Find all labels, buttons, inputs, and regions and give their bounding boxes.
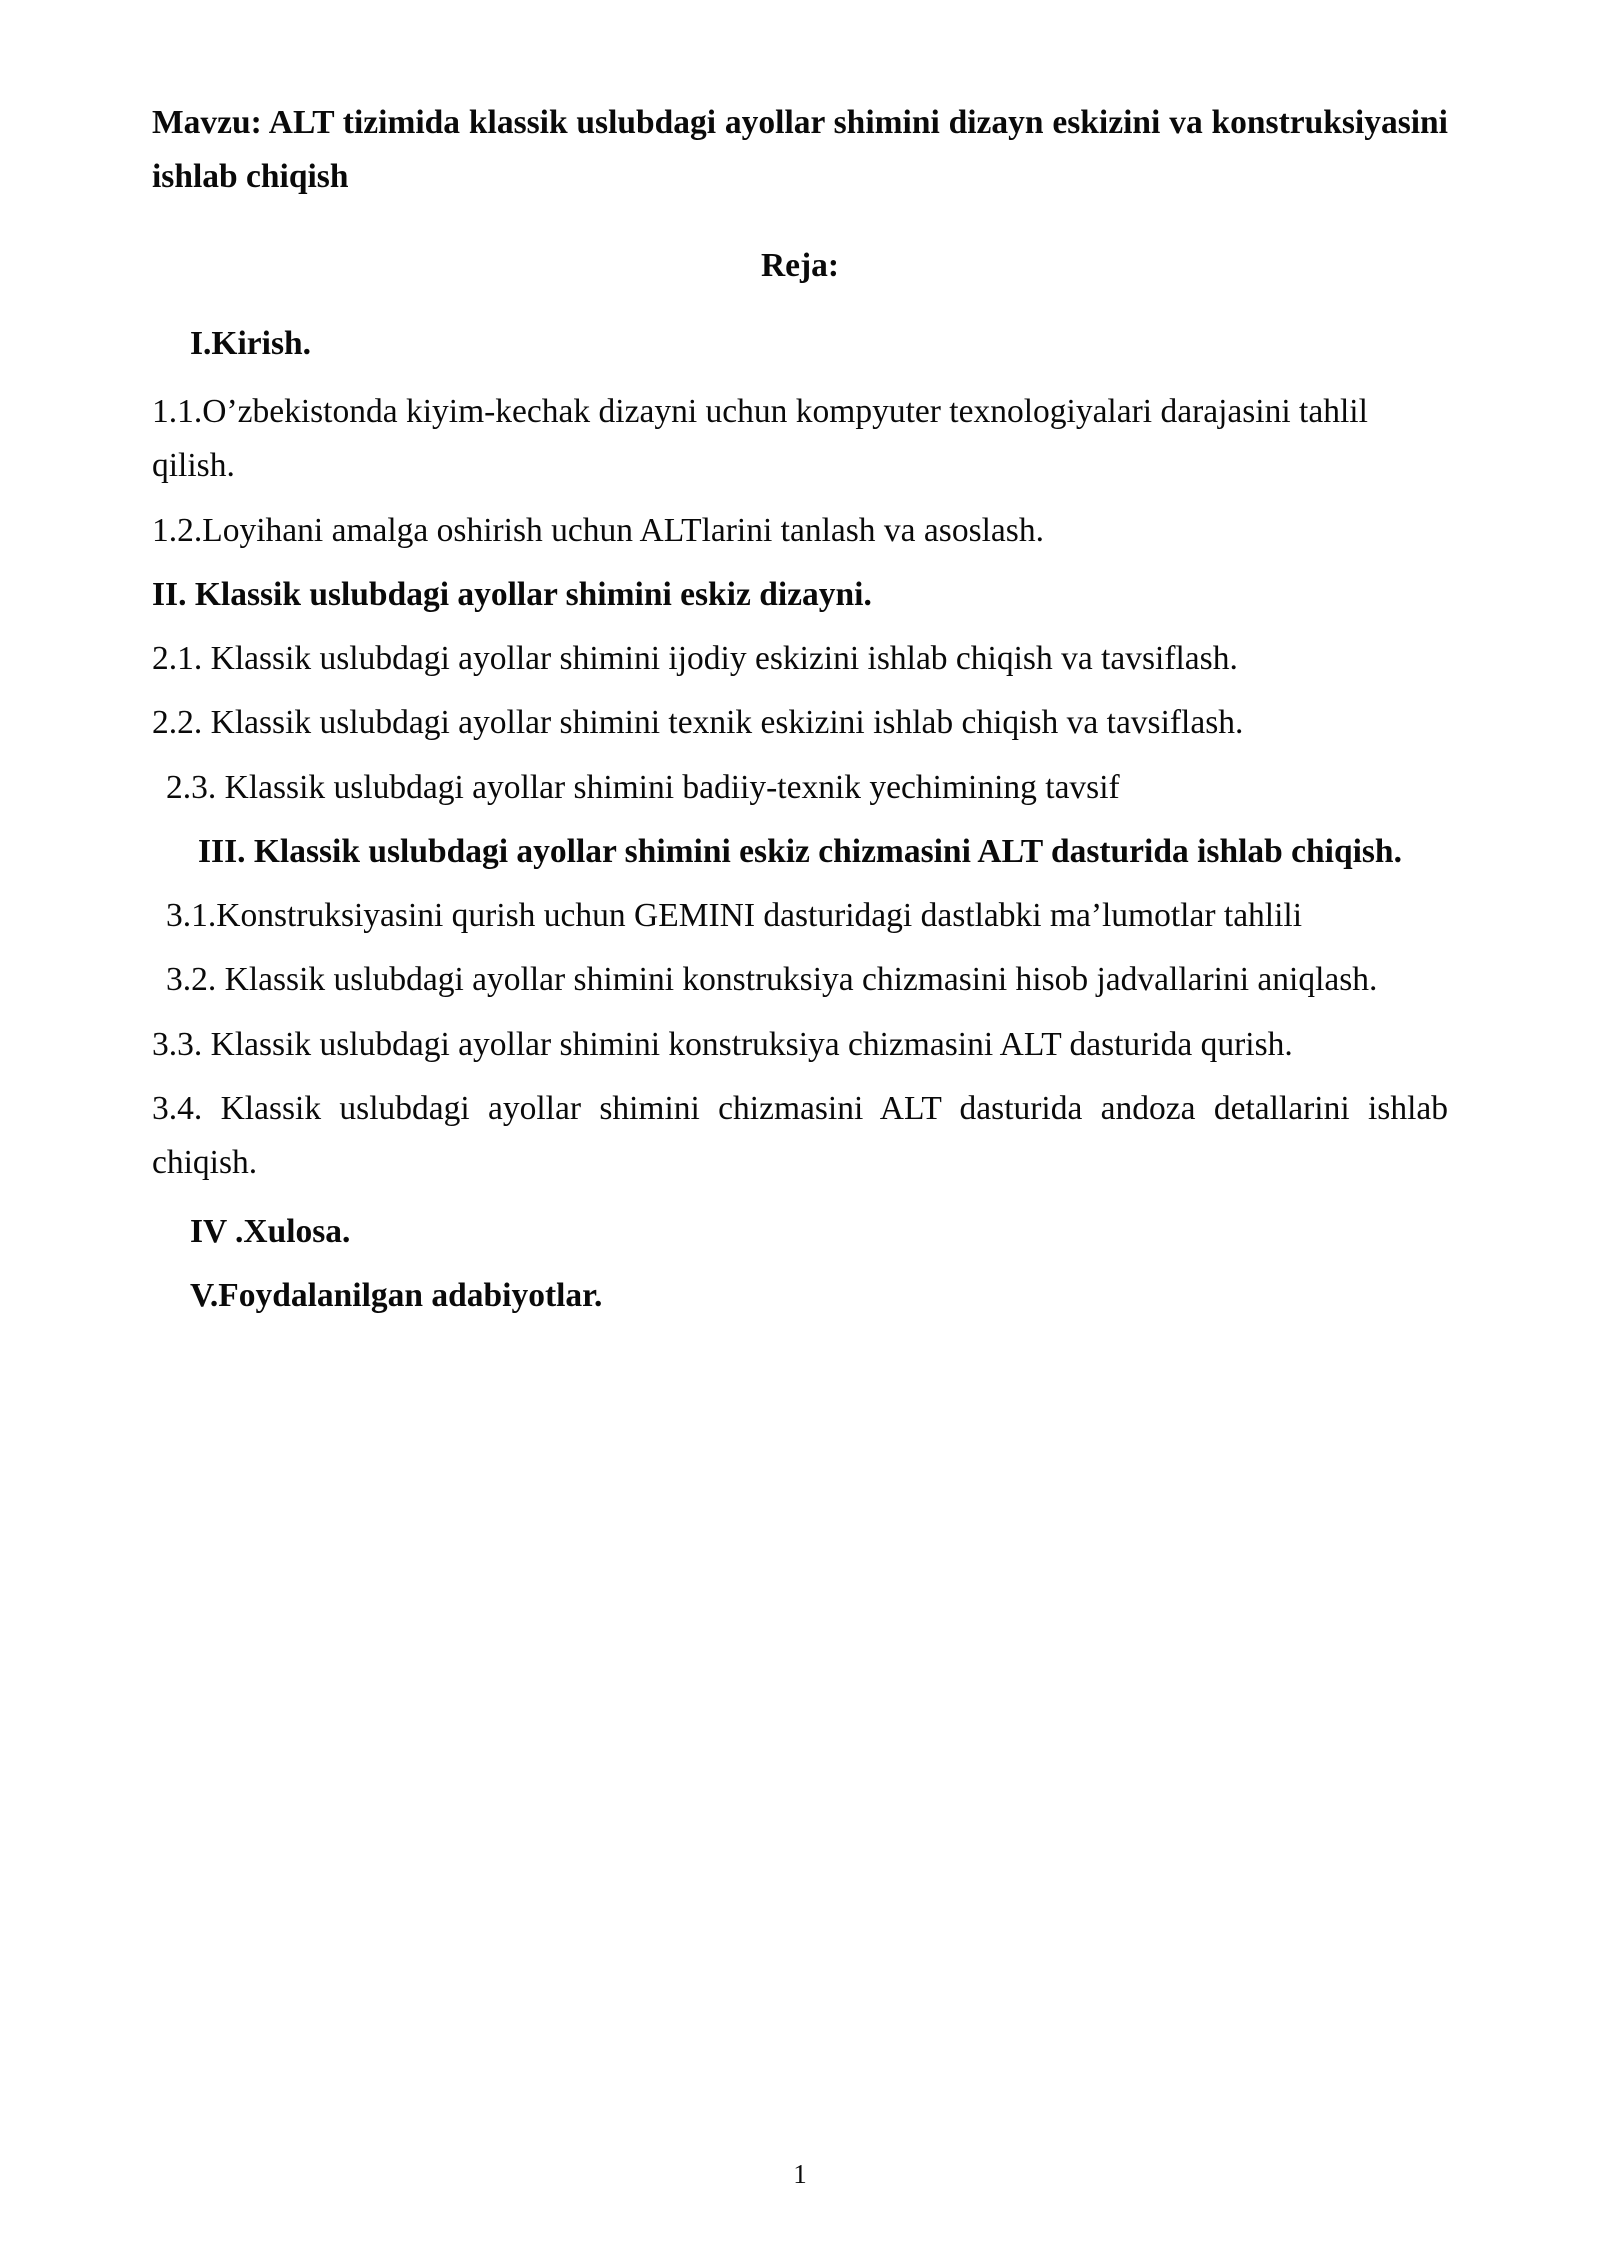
section-item-2-2: 2.2. Klassik uslubdagi ayollar shimini texnik eskizini ishlab chiqish va tavsiflash. [152,704,1244,742]
section-item-3-2: 3.2. Klassik uslubdagi ayollar shimini konstruksiya chizmasini hisob jadvallarini aniqlash. [166,961,1378,999]
plan-heading: Reja: [760,246,840,284]
section-heading-i: I.Kirish. [190,324,311,362]
section-item-3-1: 3.1.Konstruksiyasini qurish uchun GEMINI dasturidagi dastlabki ma’lumotlar tahlili [166,897,1303,935]
section-item-1-1: 1.1.O’zbekistonda kiyim-kechak dizayni uchun kompyuter texnologiyalari darajasini tahlil qilish. [152,393,1368,485]
section-item-3-4: 3.4. Klassik uslubdagi ayollar shimini chizmasini ALT dasturida andoza detallarini ishlab chiqish. [152,1089,1448,1182]
document-title: Mavzu: ALT tizimida klassik uslubdagi ayollar shimini dizayn eskizini va konstruksiyasini ishlab chiqish [152,104,1448,196]
section-heading-iii: III. Klassik uslubdagi ayollar shimini eskiz chizmasini ALT dasturida ishlab chiqish. [198,832,1402,870]
section-item-2-3: 2.3. Klassik uslubdagi ayollar shimini badiiy-texnik yechimining tavsif [166,768,1120,806]
section-heading-ii: II. Klassik uslubdagi ayollar shimini eskiz dizayni. [152,575,872,613]
section-heading-iv: IV .Xulosa. [190,1212,351,1250]
section-heading-v: V.Foydalanilgan adabiyotlar. [190,1276,603,1314]
document-body [152,96,1448,1323]
page-number: 1 [793,2159,807,2189]
section-item-3-3: 3.3. Klassik uslubdagi ayollar shimini konstruksiya chizmasini ALT dasturida qurish. [152,1025,1293,1063]
section-item-1-2: 1.2.Loyihani amalga oshirish uchun ALTlarini tanlash va asoslash. [152,511,1044,549]
section-item-2-1: 2.1. Klassik uslubdagi ayollar shimini ijodiy eskizini ishlab chiqish va tavsiflash. [152,640,1238,678]
